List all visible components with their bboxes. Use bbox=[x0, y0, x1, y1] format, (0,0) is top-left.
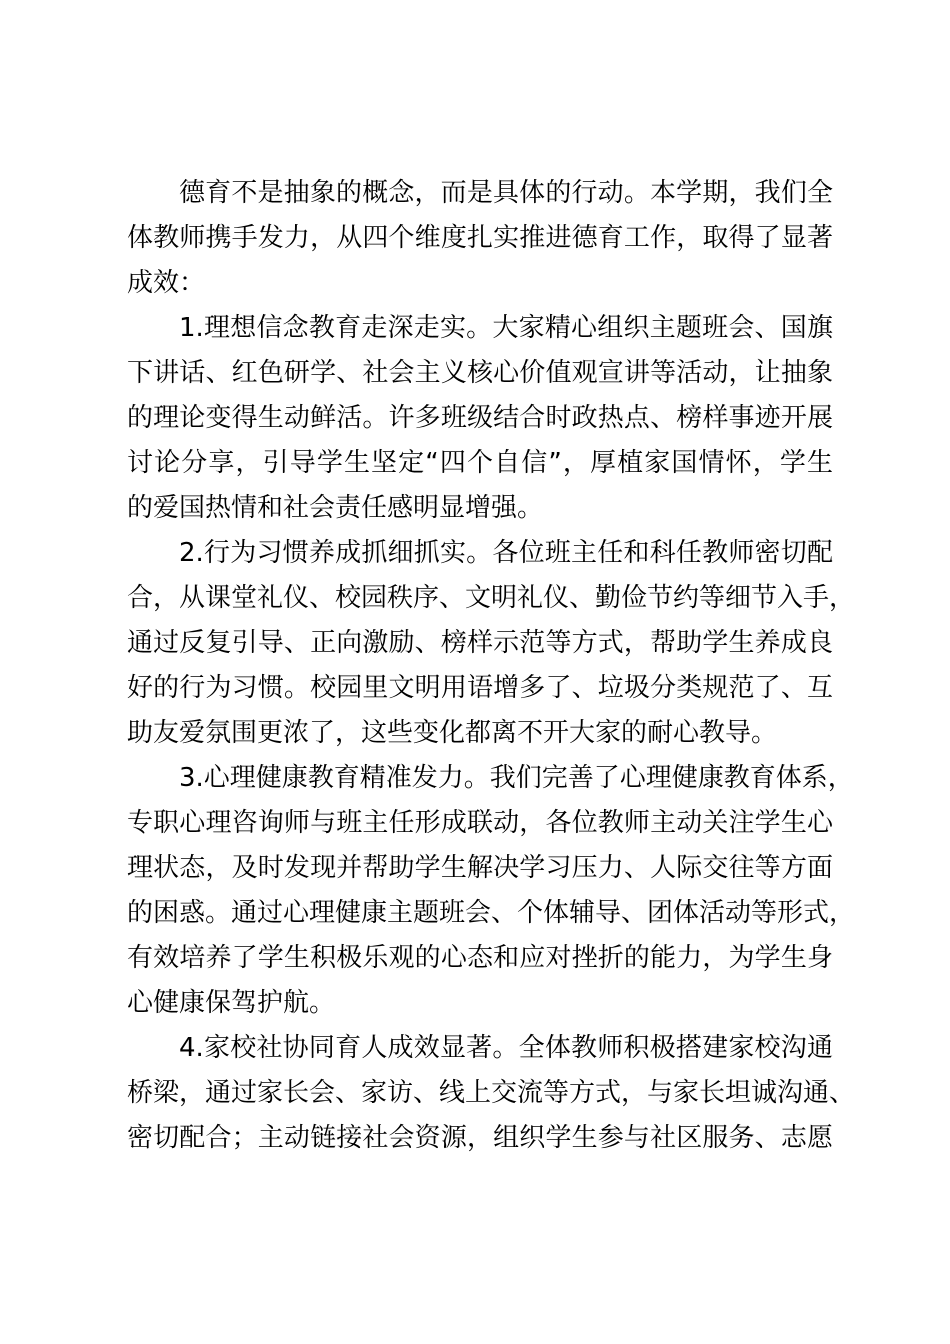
text-line: 的困惑。通过心理健康主题班会、个体辅导、团体活动等形式， bbox=[127, 898, 856, 928]
paragraph-behavior-habits bbox=[127, 531, 856, 756]
text-line: 专职心理咨询师与班主任形成联动，各位教师主动关注学生心 bbox=[127, 808, 833, 838]
text-line: 的理论变得生动鲜活。许多班级结合时政热点、榜样事迹开展 bbox=[127, 403, 833, 433]
text-line: 桥梁，通过家长会、家访、线上交流等方式，与家长坦诚沟通、 bbox=[127, 1078, 856, 1108]
paragraph-mental-health bbox=[127, 756, 856, 1026]
text-line: 合，从课堂礼仪、校园秩序、文明礼仪、勤俭节约等细节入手， bbox=[127, 583, 856, 613]
text-line: 成效： bbox=[127, 268, 206, 298]
text-line: 有效培养了学生积极乐观的心态和应对挫折的能力，为学生身 bbox=[127, 943, 833, 973]
text-line: 4.家校社协同育人成效显著。全体教师积极搭建家校沟通 bbox=[179, 1033, 833, 1063]
text-line: 心健康保驾护航。 bbox=[127, 988, 336, 1018]
text-line: 体教师携手发力，从四个维度扎实推进德育工作，取得了显著 bbox=[127, 223, 833, 253]
text-line: 理状态，及时发现并帮助学生解决学习压力、人际交往等方面 bbox=[127, 853, 833, 883]
text-line: 好的行为习惯。校园里文明用语增多了、垃圾分类规范了、互 bbox=[127, 673, 833, 703]
text-line: 讨论分享，引导学生坚定“四个自信”，厚植家国情怀，学生 bbox=[127, 448, 833, 478]
text-line: 1.理想信念教育走深走实。大家精心组织主题班会、国旗 bbox=[179, 313, 833, 343]
text-line: 3.心理健康教育精准发力。我们完善了心理健康教育体系， bbox=[179, 763, 854, 793]
paragraph-home-school-community bbox=[127, 1026, 856, 1161]
paragraph-ideals-education bbox=[127, 306, 833, 531]
text-line: 密切配合；主动链接社会资源，组织学生参与社区服务、志愿 bbox=[127, 1123, 833, 1153]
text-line: 助友爱氛围更浓了，这些变化都离不开大家的耐心教导。 bbox=[127, 718, 778, 748]
text-line: 下讲话、红色研学、社会主义核心价值观宣讲等活动，让抽象 bbox=[127, 358, 833, 388]
text-line: 通过反复引导、正向激励、榜样示范等方式，帮助学生养成良 bbox=[127, 628, 833, 658]
text-line: 的爱国热情和社会责任感明显增强。 bbox=[127, 493, 544, 523]
document-body bbox=[127, 171, 856, 1161]
text-line: 2.行为习惯养成抓细抓实。各位班主任和科任教师密切配 bbox=[179, 538, 833, 568]
text-line: 德育不是抽象的概念，而是具体的行动。本学期，我们全 bbox=[179, 178, 833, 208]
paragraph-intro bbox=[127, 171, 833, 306]
